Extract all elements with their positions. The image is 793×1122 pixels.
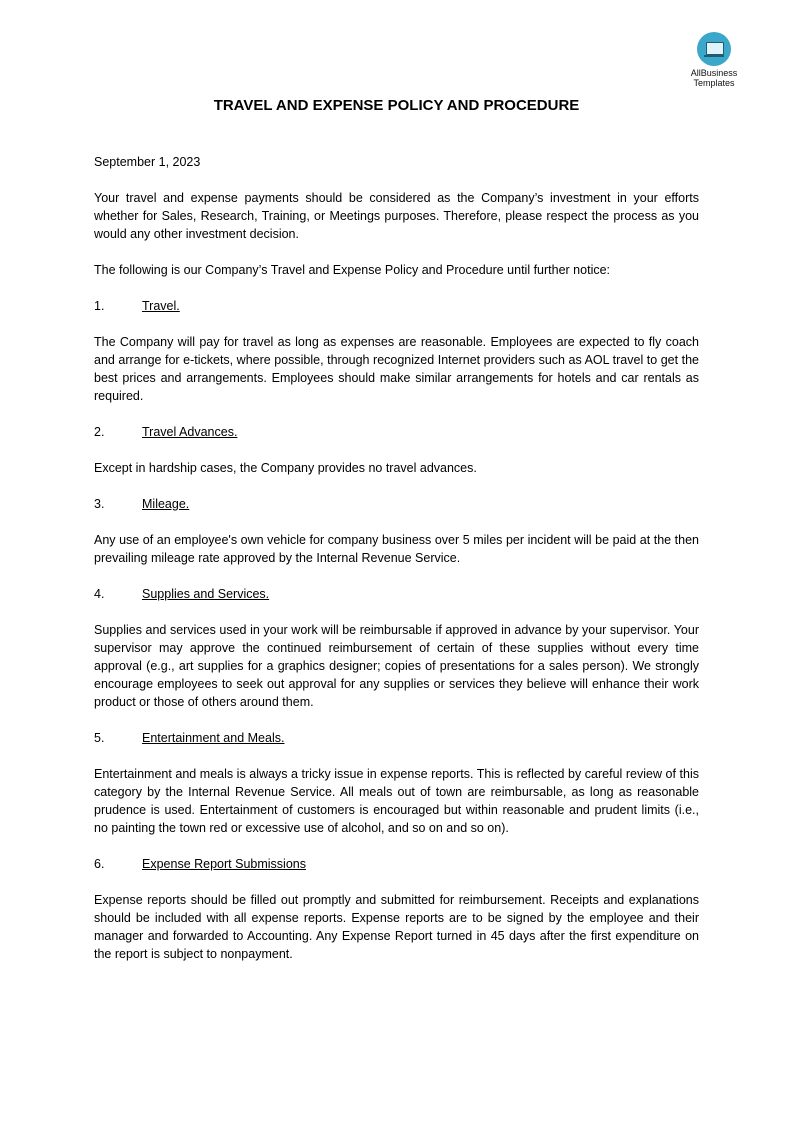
document-body <box>94 153 699 981</box>
section-body-travel-advances: Except in hardship cases, the Company provides no travel advances. <box>94 461 477 475</box>
section-heading-entertainment <box>94 729 699 747</box>
document-title: TRAVEL AND EXPENSE POLICY AND PROCEDURE <box>213 97 580 114</box>
section-heading-travel <box>94 297 699 315</box>
section-body-entertainment: Entertainment and meals is always a tricky issue in expense reports. This is reflected by careful review of this category by the Internal Revenue Service. All meals out of town are reimbursable, as long as reasonable prudence is used. Entertainment of customers is encouraged but within reasonable and prudent limits (i.e., no painting the town red or excessive use of alcohol, and so on and so on). <box>94 767 699 835</box>
section-number: 1. <box>94 299 105 313</box>
section-title: Entertainment and Meals. <box>142 731 285 745</box>
laptop-icon <box>697 32 731 66</box>
section-heading-mileage <box>94 495 699 513</box>
logo-line-1: AllBusiness <box>690 68 738 78</box>
section-title: Mileage. <box>142 497 190 511</box>
brand-logo <box>680 32 748 88</box>
section-number: 2. <box>94 425 105 439</box>
section-number: 3. <box>94 497 105 511</box>
section-title: Travel Advances. <box>142 425 238 439</box>
section-body-expense-reports: Expense reports should be filled out promptly and submitted for reimbursement. Receipts and explanations should be included with all expense reports. Expense reports are to be signed by the employee and their manager and forwarded to Accounting. Any Expense Report turned in 45 days after the first expenditure on the report is subject to nonpayment. <box>94 893 699 961</box>
section-title: Expense Report Submissions <box>142 857 306 871</box>
logo-text <box>680 68 748 88</box>
document-date: September 1, 2023 <box>94 155 201 169</box>
section-number: 5. <box>94 731 105 745</box>
section-body-mileage: Any use of an employee's own vehicle for company business over 5 miles per incident will be paid at the then prevailing mileage rate approved by the Internal Revenue Service. <box>94 533 699 565</box>
section-number: 6. <box>94 857 105 871</box>
section-heading-expense-reports <box>94 855 699 873</box>
section-number: 4. <box>94 587 105 601</box>
section-title: Supplies and Services. <box>142 587 270 601</box>
intro-paragraph: Your travel and expense payments should be considered as the Company’s investment in your efforts whether for Sales, Research, Training, or Meetings purposes. Therefore, please respect the process as you would any other investment decision. <box>94 191 699 241</box>
section-title: Travel. <box>142 299 180 313</box>
logo-line-2: Templates <box>693 78 735 88</box>
intro-statement: The following is our Company’s Travel and Expense Policy and Procedure until further notice: <box>94 263 611 277</box>
section-heading-supplies <box>94 585 699 603</box>
section-heading-travel-advances <box>94 423 699 441</box>
section-body-supplies: Supplies and services used in your work will be reimbursable if approved in advance by your supervisor. Your supervisor may approve the continued reimbursement of certain of these supplies without every time approval (e.g., art supplies for a graphics designer; copies of presentations for a sales person). We strongly encourage employees to seek out approval for any supplies or services they believe will enhance their work product or those of others around them. <box>94 623 699 709</box>
section-body-travel: The Company will pay for travel as long as expenses are reasonable. Employees are expected to fly coach and arrange for e-tickets, where possible, through recognized Internet providers such as AOL travel to get the best prices and arrangements. Employees should make similar arrangements for hotels and car rentals as required. <box>94 335 699 403</box>
